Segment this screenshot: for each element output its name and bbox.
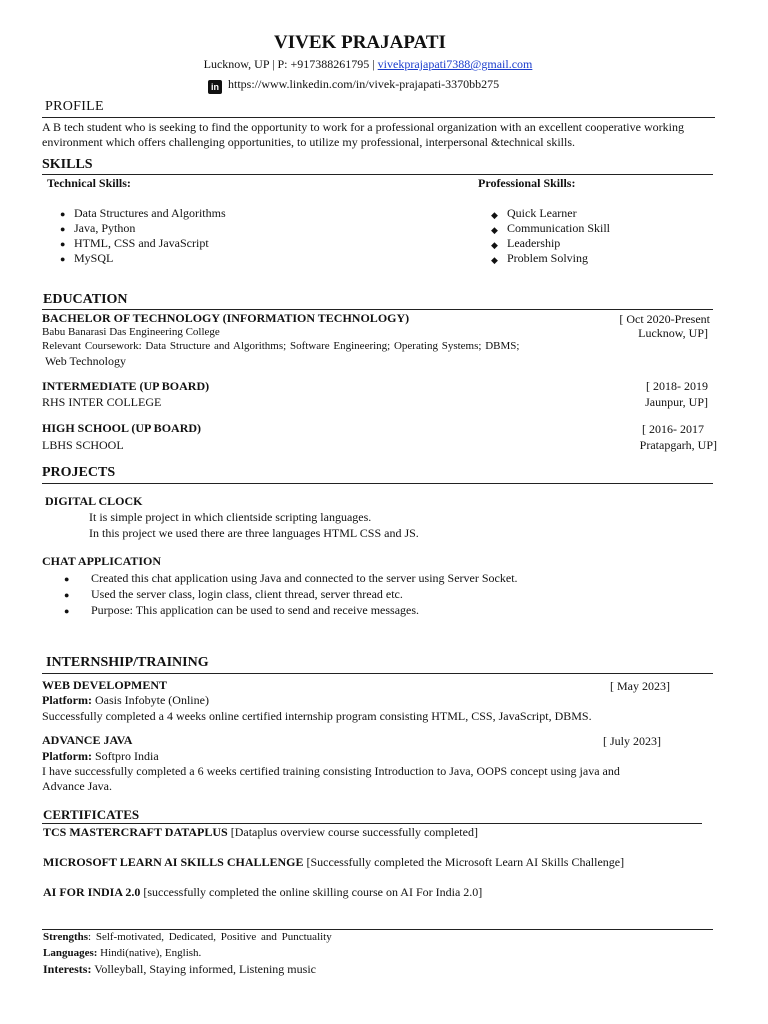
skills-divider (42, 174, 713, 175)
profile-text-line1: A B tech student who is seeking to find the opportunity to work for a professional organization with an excellent cooperative working (42, 120, 684, 134)
internship-heading: INTERNSHIP/TRAINING (46, 655, 209, 670)
bullet-icon: ◆ (491, 240, 498, 250)
contact-line (0, 57, 736, 72)
email-link[interactable]: vivekprajapati7388@gmail.com (377, 57, 533, 71)
certificate-title: MICROSOFT LEARN AI SKILLS CHALLENGE (43, 855, 304, 869)
certificates-heading: CERTIFICATES (43, 807, 140, 822)
technical-skills-label: Technical Skills: (47, 176, 131, 190)
footer-divider (42, 929, 713, 930)
languages-label: Languages: (43, 947, 98, 959)
bullet-icon: ◆ (491, 210, 498, 220)
platform-label: Platform: (42, 749, 92, 763)
projects-heading: PROJECTS (42, 465, 116, 480)
internship-java-date: [ July 2023] (603, 734, 661, 748)
education-heading: EDUCATION (43, 292, 128, 307)
education-divider (42, 309, 713, 310)
certificate-item (43, 855, 624, 870)
certificate-item (43, 885, 482, 900)
internship-java-desc-line1: I have successfully completed a 6 weeks certified training consisting Introduction to Java, OOPS concept using java and (42, 764, 620, 778)
intermediate-title: INTERMEDIATE (UP BOARD) (42, 379, 210, 393)
projects-divider (42, 483, 713, 484)
platform-value: Oasis Infobyte (Online) (94, 693, 209, 707)
bullet-icon: ● (60, 224, 66, 234)
highschool-location: Pratapgarh, UP] (639, 438, 717, 452)
technical-skill-item: MySQL (74, 251, 114, 265)
strengths-line (43, 931, 332, 943)
interests-value: Volleyball, Staying informed, Listening music (91, 962, 316, 976)
project-chat-point: Purpose: This application can be used to send and receive messages. (91, 603, 420, 617)
certificate-title: AI FOR INDIA 2.0 (43, 885, 141, 899)
interests-label: Interests: (43, 962, 92, 976)
certificates-divider (42, 823, 702, 824)
linkedin-url[interactable]: https://www.linkedin.com/in/vivek-prajapati-3370bb275 (228, 77, 500, 91)
bullet-icon: ● (64, 606, 70, 616)
technical-skill-item: HTML, CSS and JavaScript (74, 236, 209, 250)
contact-text: Lucknow, UP | P: +917388261795 | (203, 57, 375, 71)
languages-line (43, 947, 201, 959)
btech-degree: BACHELOR OF TECHNOLOGY (INFORMATION TECHNOLOGY) (42, 311, 410, 325)
platform-value: Softpro India (94, 749, 159, 763)
platform-label: Platform: (42, 693, 92, 707)
languages-value: Hindi(native), English. (97, 947, 202, 959)
internship-java-platform (42, 749, 159, 764)
profile-heading: PROFILE (45, 99, 104, 114)
btech-coursework-line1: Relevant Coursework: Data Structure and Algorithms; Software Engineering; Operating Systems; DBMS; (42, 340, 520, 352)
resume-name: VIVEK PRAJAPATI (274, 32, 446, 53)
certificate-desc: [Successfully completed the Microsoft Learn AI Skills Challenge] (303, 855, 625, 869)
internship-divider (42, 673, 713, 674)
professional-skills-label: Professional Skills: (478, 176, 576, 190)
strengths-label: Strengths (43, 931, 89, 943)
internship-web-desc: Successfully completed a 4 weeks online certified internship program consisting HTML, CSS, JavaScript, DBMS. (42, 709, 592, 723)
technical-skill-item: Data Structures and Algorithms (74, 206, 226, 220)
intermediate-location: Jaunpur, UP] (645, 395, 708, 409)
bullet-icon: ● (64, 590, 70, 600)
project-chat-title: CHAT APPLICATION (42, 554, 162, 568)
profile-divider (42, 117, 715, 118)
project-clock-desc-line1: It is simple project in which clientside scripting languages. (89, 510, 372, 524)
professional-skill-item: Problem Solving (507, 251, 589, 265)
btech-college: Babu Banarasi Das Engineering College (42, 326, 220, 338)
certificate-desc: [successfully completed the online skilling course on AI For India 2.0] (140, 885, 483, 899)
linkedin-icon: in (208, 80, 222, 94)
bullet-icon: ● (64, 574, 70, 584)
project-clock-title: DIGITAL CLOCK (45, 494, 143, 508)
highschool-title: HIGH SCHOOL (UP BOARD) (42, 421, 202, 435)
professional-skill-item: Communication Skill (507, 221, 611, 235)
internship-web-date: [ May 2023] (610, 679, 670, 693)
strengths-value: : Self-motivated, Dedicated, Positive and Punctuality (88, 931, 332, 943)
certificate-title: TCS MASTERCRAFT DATAPLUS (43, 825, 228, 839)
bullet-icon: ● (60, 254, 66, 264)
certificate-desc: [Dataplus overview course successfully completed] (227, 825, 478, 839)
bullet-icon: ● (60, 239, 66, 249)
skills-heading: SKILLS (42, 157, 93, 172)
bullet-icon: ◆ (491, 255, 498, 265)
project-clock-desc-line2: In this project we used there are three languages HTML CSS and JS. (89, 526, 419, 540)
technical-skill-item: Java, Python (74, 221, 136, 235)
internship-web-title: WEB DEVELOPMENT (42, 678, 168, 692)
btech-location: Lucknow, UP] (638, 326, 708, 340)
btech-date: [ Oct 2020-Present (619, 312, 710, 326)
professional-skill-item: Quick Learner (507, 206, 577, 220)
btech-coursework-line2: Web Technology (45, 354, 126, 368)
highschool-date: [ 2016- 2017 (642, 422, 704, 436)
internship-java-title: ADVANCE JAVA (42, 733, 133, 747)
certificate-item (43, 825, 478, 840)
profile-text-line2: environment which offers challenging opportunities, to utilize my professional, interpersonal &technical skills. (42, 135, 575, 149)
project-chat-point: Created this chat application using Java and connected to the server using Server Socket. (91, 571, 518, 585)
project-chat-point: Used the server class, login class, client thread, server thread etc. (91, 587, 403, 601)
bullet-icon: ◆ (491, 225, 498, 235)
intermediate-school: RHS INTER COLLEGE (42, 395, 162, 409)
linkedin-line (208, 77, 499, 94)
internship-java-desc-line2: Advance Java. (42, 779, 112, 793)
internship-web-platform (42, 693, 209, 708)
highschool-school: LBHS SCHOOL (42, 438, 124, 452)
interests-line (43, 962, 316, 977)
professional-skill-item: Leadership (507, 236, 561, 250)
intermediate-date: [ 2018- 2019 (646, 379, 708, 393)
bullet-icon: ● (60, 209, 66, 219)
